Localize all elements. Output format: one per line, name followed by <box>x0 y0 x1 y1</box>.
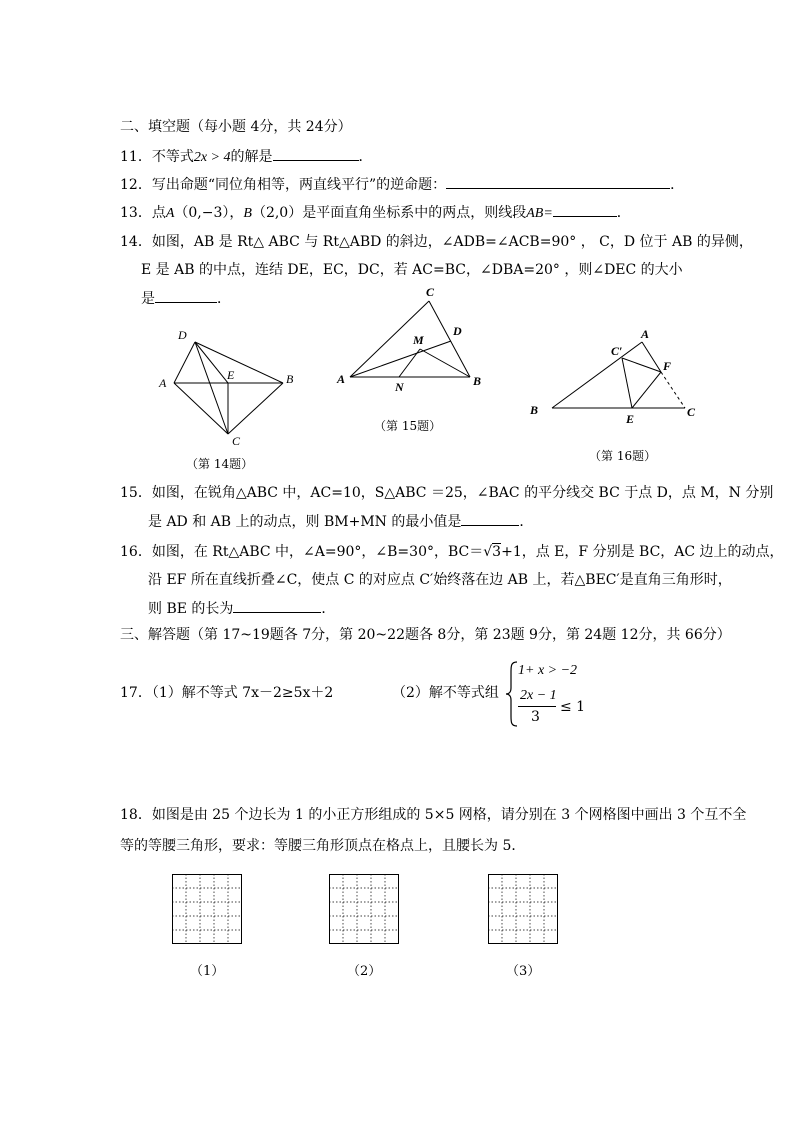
q13-coord-b: （2,0） <box>251 205 303 221</box>
answer-blank[interactable] <box>273 146 359 161</box>
q16-line-3-text: 则 BE 的长为 <box>148 601 234 617</box>
fig14-label-b: B <box>286 372 294 386</box>
fig15-label-c: C <box>426 285 435 299</box>
q11-text-b: 的解是 <box>230 149 273 165</box>
figure-15-caption: （第 15题） <box>374 419 442 433</box>
question-13 <box>120 202 631 224</box>
fig16-segment-cpf <box>622 358 661 372</box>
fig16-segment-af <box>642 342 661 372</box>
fig14-label-e: E <box>227 368 235 382</box>
fig16-label-b: B <box>530 403 539 417</box>
fig16-segment-ab <box>552 342 642 408</box>
grid-caption-2: （2） <box>347 964 382 979</box>
fig15-label-a: A <box>337 372 346 386</box>
fig14-segment-bc <box>228 383 283 434</box>
question-16 <box>120 542 784 562</box>
fig15-segment-ad <box>350 341 451 377</box>
system-fraction-numerator: 2x − 1 <box>520 688 557 703</box>
question-number: 13． <box>120 205 152 221</box>
system-inequality-2-relation: ≤ 1 <box>560 699 586 715</box>
question-11 <box>120 146 373 168</box>
question-number: 11． <box>120 149 152 165</box>
q16-line-1a: 如图，在 Rt△ABC 中，∠A=90°，∠B=30°，BC＝ <box>151 544 484 560</box>
question-17 <box>120 683 333 703</box>
grid-5x5-1[interactable] <box>172 874 242 944</box>
q15-line-1: 如图，在锐角△ABC 中，AC=10，S△ABC ＝25，∠BAC 的平分线交 BC 于点 D，点 M，N 分别 <box>151 485 774 501</box>
fig16-segment-ef <box>632 372 661 408</box>
answer-blank[interactable] <box>155 288 217 303</box>
q12-text: 写出命题“同位角相等，两直线平行”的逆命题： <box>151 177 447 193</box>
q16-line-1b: +1，点 E，F 分别是 BC，AC 边上的动点， <box>501 544 784 560</box>
q15-line-2-text: 是 AD 和 AB 上的动点，则 BM+MN 的最小值是 <box>148 514 462 530</box>
q17-part-1: （1）解不等式 7x－2≥5x＋2 <box>151 685 334 701</box>
fig14-segment-ac <box>174 383 228 434</box>
fig14-segment-de <box>195 342 228 383</box>
question-number: 12． <box>120 177 152 193</box>
q14-line-3-text: 是 <box>141 291 155 307</box>
grid-caption-1: （1） <box>190 964 225 979</box>
fig15-segment-mn <box>399 349 420 377</box>
figure-14-caption: （第 14题） <box>186 457 254 471</box>
section-heading-solve: 三、解答题（第 17~19题各 7分，第 20~22题各 8分，第 23题 9分，第 24题 12分，共 66分） <box>120 627 731 643</box>
fig15-label-b: B <box>473 374 482 388</box>
fig14-segment-da <box>174 342 195 383</box>
q14-line-3 <box>141 288 231 309</box>
q11-end: ． <box>358 149 373 165</box>
q16-line-3 <box>148 598 335 619</box>
grid-5x5-2[interactable] <box>329 874 399 944</box>
q14-line-1: 如图，AB 是 Rt△ ABC 与 Rt△ABD 的斜边，∠ADB=∠ACB=90° ， C，D 位于 AB 的异侧， <box>151 234 753 250</box>
sqrt-radicand: 3 <box>492 544 502 560</box>
q15-line-2 <box>148 511 533 532</box>
answer-blank[interactable] <box>233 598 321 613</box>
answer-blank[interactable] <box>553 202 617 217</box>
grid-5x5-3[interactable] <box>488 874 558 944</box>
question-number: 17． <box>120 685 152 701</box>
question-number: 16． <box>120 544 152 560</box>
fig15-label-n: N <box>395 380 404 394</box>
fig16-segment-cpe <box>622 358 632 408</box>
answer-blank[interactable] <box>461 511 519 526</box>
q15-end: ． <box>519 514 534 530</box>
fig16-label-e: E <box>626 412 635 426</box>
figure-16-caption: （第 16题） <box>589 449 657 463</box>
q17-part-2: （2）解不等式组 <box>392 685 499 701</box>
fig15-label-d: D <box>453 324 462 338</box>
answer-blank[interactable] <box>446 174 670 189</box>
q13-coord-a: （0,−3） <box>174 205 230 221</box>
question-14 <box>120 232 753 252</box>
q16-end: ． <box>321 601 336 617</box>
system-fraction-denominator: 3 <box>531 709 540 725</box>
fig16-label-c: C <box>687 405 696 419</box>
system-inequality-1: 1+ x > −2 <box>518 663 578 678</box>
fig16-label-f: F <box>663 359 672 373</box>
q12-end: ． <box>670 177 685 193</box>
question-12 <box>120 174 684 195</box>
fig14-segment-dc <box>195 342 228 434</box>
q14-end: ． <box>217 291 231 307</box>
q13-sep: ， <box>229 205 244 221</box>
q13-end: ． <box>616 205 631 221</box>
q13-segment: AB= <box>526 206 553 221</box>
q13-text-a: 点 <box>151 205 166 221</box>
figure-15 <box>330 284 495 396</box>
question-number: 15． <box>120 485 152 501</box>
q11-text-a: 不等式 <box>151 149 194 165</box>
q18-line-1: 如图是由 25 个边长为 1 的小正方形组成的 5×5 网格，请分别在 3 个网格图中画出 3 个互不全 <box>151 807 747 823</box>
sqrt-sign: √ <box>483 544 493 560</box>
q18-line-2: 等的等腰三角形，要求：等腰三角形顶点在格点上，且腰长为 5． <box>120 838 526 854</box>
figure-16 <box>522 326 702 430</box>
fig16-label-a: A <box>641 327 650 341</box>
fig16-label-cprime: C′ <box>611 344 623 358</box>
q14-line-2: E 是 AB 的中点，连结 DE，EC，DC，若 AC=BC，∠DBA=20° ，则∠DEC 的大小 <box>141 262 683 278</box>
q13-point-a: A <box>165 206 175 221</box>
grid-caption-3: （3） <box>506 964 541 979</box>
question-number: 14． <box>120 234 152 250</box>
q11-expression: 2x > 4 <box>193 150 231 165</box>
fig15-label-m: M <box>413 333 424 347</box>
q13-point-b: B <box>243 206 252 221</box>
fig14-label-d: D <box>178 328 187 342</box>
question-18 <box>120 805 746 825</box>
figure-14 <box>150 322 310 452</box>
fig14-label-a: A <box>159 376 167 390</box>
q16-line-2: 沿 EF 所在直线折叠∠C，使点 C 的对应点 C′始终落在边 AB 上，若△BEC′是直角三角形时， <box>148 572 732 588</box>
fig16-dashed-fc <box>661 372 685 408</box>
q13-text-b: 是平面直角坐标系中的两点，则线段 <box>302 205 527 221</box>
fig14-segment-db <box>195 342 283 383</box>
section-heading-fill-blank: 二、填空题（每小题 4分，共 24分） <box>120 119 352 135</box>
question-15 <box>120 483 773 503</box>
question-number: 18． <box>120 807 152 823</box>
fig14-label-c: C <box>232 434 241 448</box>
